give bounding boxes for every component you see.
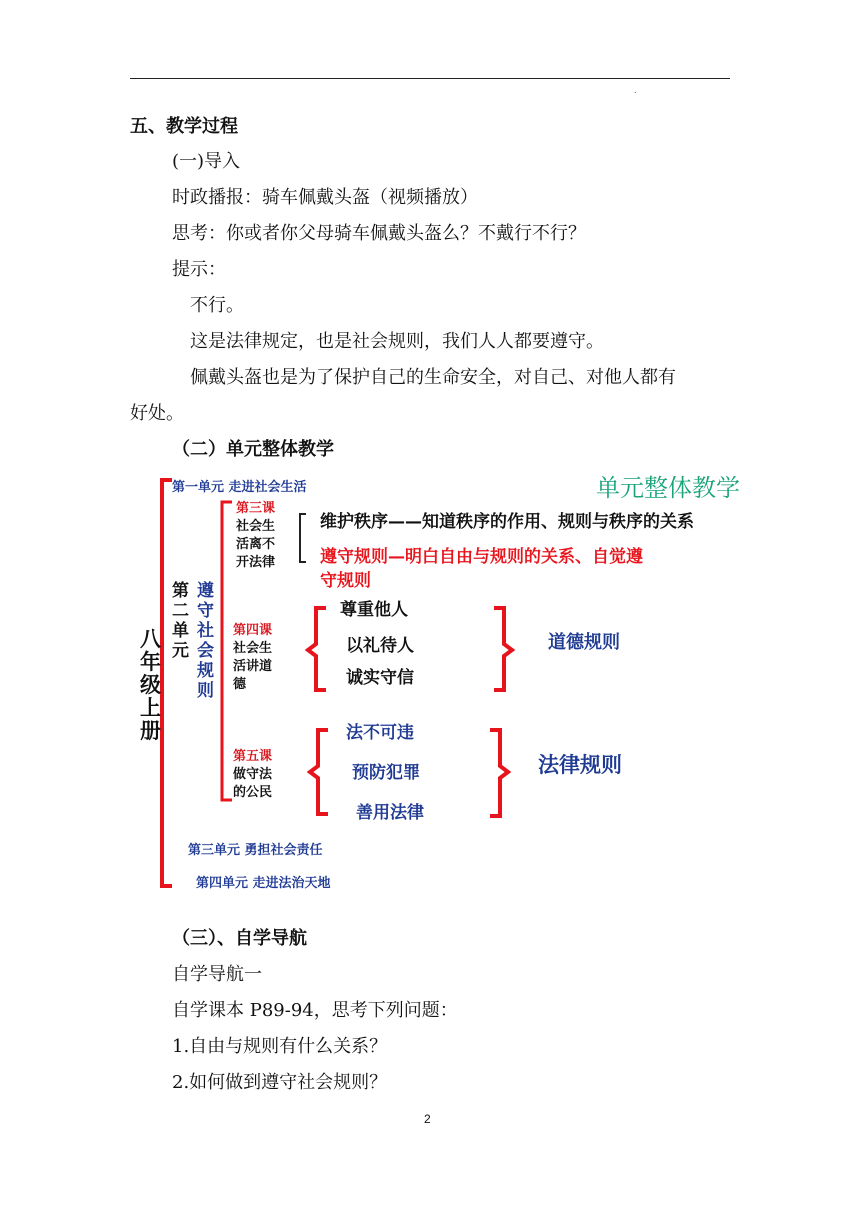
lesson4-name [232,640,272,692]
svg-text:遵: 遵 [197,581,214,601]
question-2: 2.如何做到遵守社会规则？ [172,1072,388,1093]
question-1: 1.自由与规则有什么关系？ [172,1036,388,1057]
svg-text:社会生: 社会生 [233,641,273,656]
lesson3-brace [300,514,306,562]
svg-text:二: 二 [172,601,189,621]
svg-text:册: 册 [140,719,161,743]
lesson3-item-rules: 遵守规则—明白自由与规则的关系、自觉遵 [320,547,643,567]
subsection-self-study: （三）、自学导航 [172,928,307,949]
news-line: 时政播报：骑车佩戴头盔（视频播放） [172,187,478,208]
lesson5-item-prevent: 预防犯罪 [352,763,420,783]
answer-p2: 这是法律规定，也是社会规则，我们人人都要遵守。 [190,331,604,352]
unit2-brace [222,502,232,800]
self-study-nav1: 自学导航一 [172,964,262,985]
svg-text:会: 会 [197,641,214,661]
hint-label: 提示： [172,259,226,280]
page-number: 2 [424,1112,431,1126]
svg-text:八: 八 [140,627,161,651]
answer-p3-line1: 佩戴头盔也是为了保护自己的生命安全，对自己、对他人都有 [190,367,676,388]
legal-rules-label: 法律规则 [538,753,622,777]
lesson5-no: 第五课 [233,749,273,764]
diagram-title: 单元整体教学 [596,474,740,502]
svg-text:社: 社 [197,621,214,641]
svg-text:级: 级 [140,673,161,697]
lesson3-name [235,518,275,570]
svg-text:做守法: 做守法 [233,767,273,782]
svg-text:活讲道: 活讲道 [233,659,273,674]
unit1-label: 第一单元 走进社会生活 [172,480,307,495]
svg-text:规: 规 [197,661,214,681]
lesson4-left-brace [308,608,326,690]
lesson5-right-brace [490,730,508,816]
lesson3-item-order: 维护秩序——知道秩序的作用、规则与秩序的关系 [320,512,694,532]
lesson3-no: 第三课 [236,501,276,516]
svg-text:元: 元 [172,641,189,661]
lesson4-item-courtesy: 以礼待人 [346,636,414,656]
lesson5-item-use-law: 善用法律 [356,803,424,823]
lesson3-item-rules-cont: 守规则 [320,571,371,591]
outer-brace [162,480,172,886]
self-study-instruction: 自学课本 P89-94，思考下列问题： [172,1000,458,1021]
subsection-intro: (一)导入 [172,151,241,172]
unit3-label: 第三单元 勇担社会责任 [188,843,323,858]
lesson4-right-brace [494,608,512,690]
svg-text:德: 德 [233,677,247,692]
svg-text:活离不: 活离不 [236,537,276,552]
lesson5-name [233,766,273,800]
answer-p1: 不行。 [190,295,244,316]
unit-diagram [0,458,860,918]
unit2-name [196,580,214,701]
lesson5-left-brace [310,730,328,814]
section-title: 五、教学过程 [130,116,238,137]
svg-text:则: 则 [197,681,214,701]
svg-text:单: 单 [172,621,189,641]
answer-p3-line2: 好处。 [130,403,184,424]
svg-text:社会生: 社会生 [236,519,276,534]
svg-text:上: 上 [140,696,161,720]
svg-text:开法律: 开法律 [236,555,276,570]
subsection-unit-teaching: （二）单元整体教学 [172,439,334,460]
lesson5-item-law: 法不可违 [346,723,414,743]
lesson4-no: 第四课 [233,623,273,638]
think-line: 思考：你或者你父母骑车佩戴头盔么？不戴行不行？ [172,223,586,244]
header-dot: . [634,86,637,95]
moral-rules-label: 道德规则 [548,632,620,653]
svg-text:的公民: 的公民 [233,785,273,800]
book-label [140,627,162,743]
lesson4-item-respect: 尊重他人 [340,600,408,620]
unit4-label: 第四单元 走进法治天地 [196,876,331,891]
svg-text:守: 守 [197,601,214,621]
header-rule [130,78,730,79]
svg-text:第: 第 [172,581,189,601]
unit2-label [172,580,189,661]
lesson4-item-honesty: 诚实守信 [346,668,414,688]
svg-text:年: 年 [140,650,161,674]
